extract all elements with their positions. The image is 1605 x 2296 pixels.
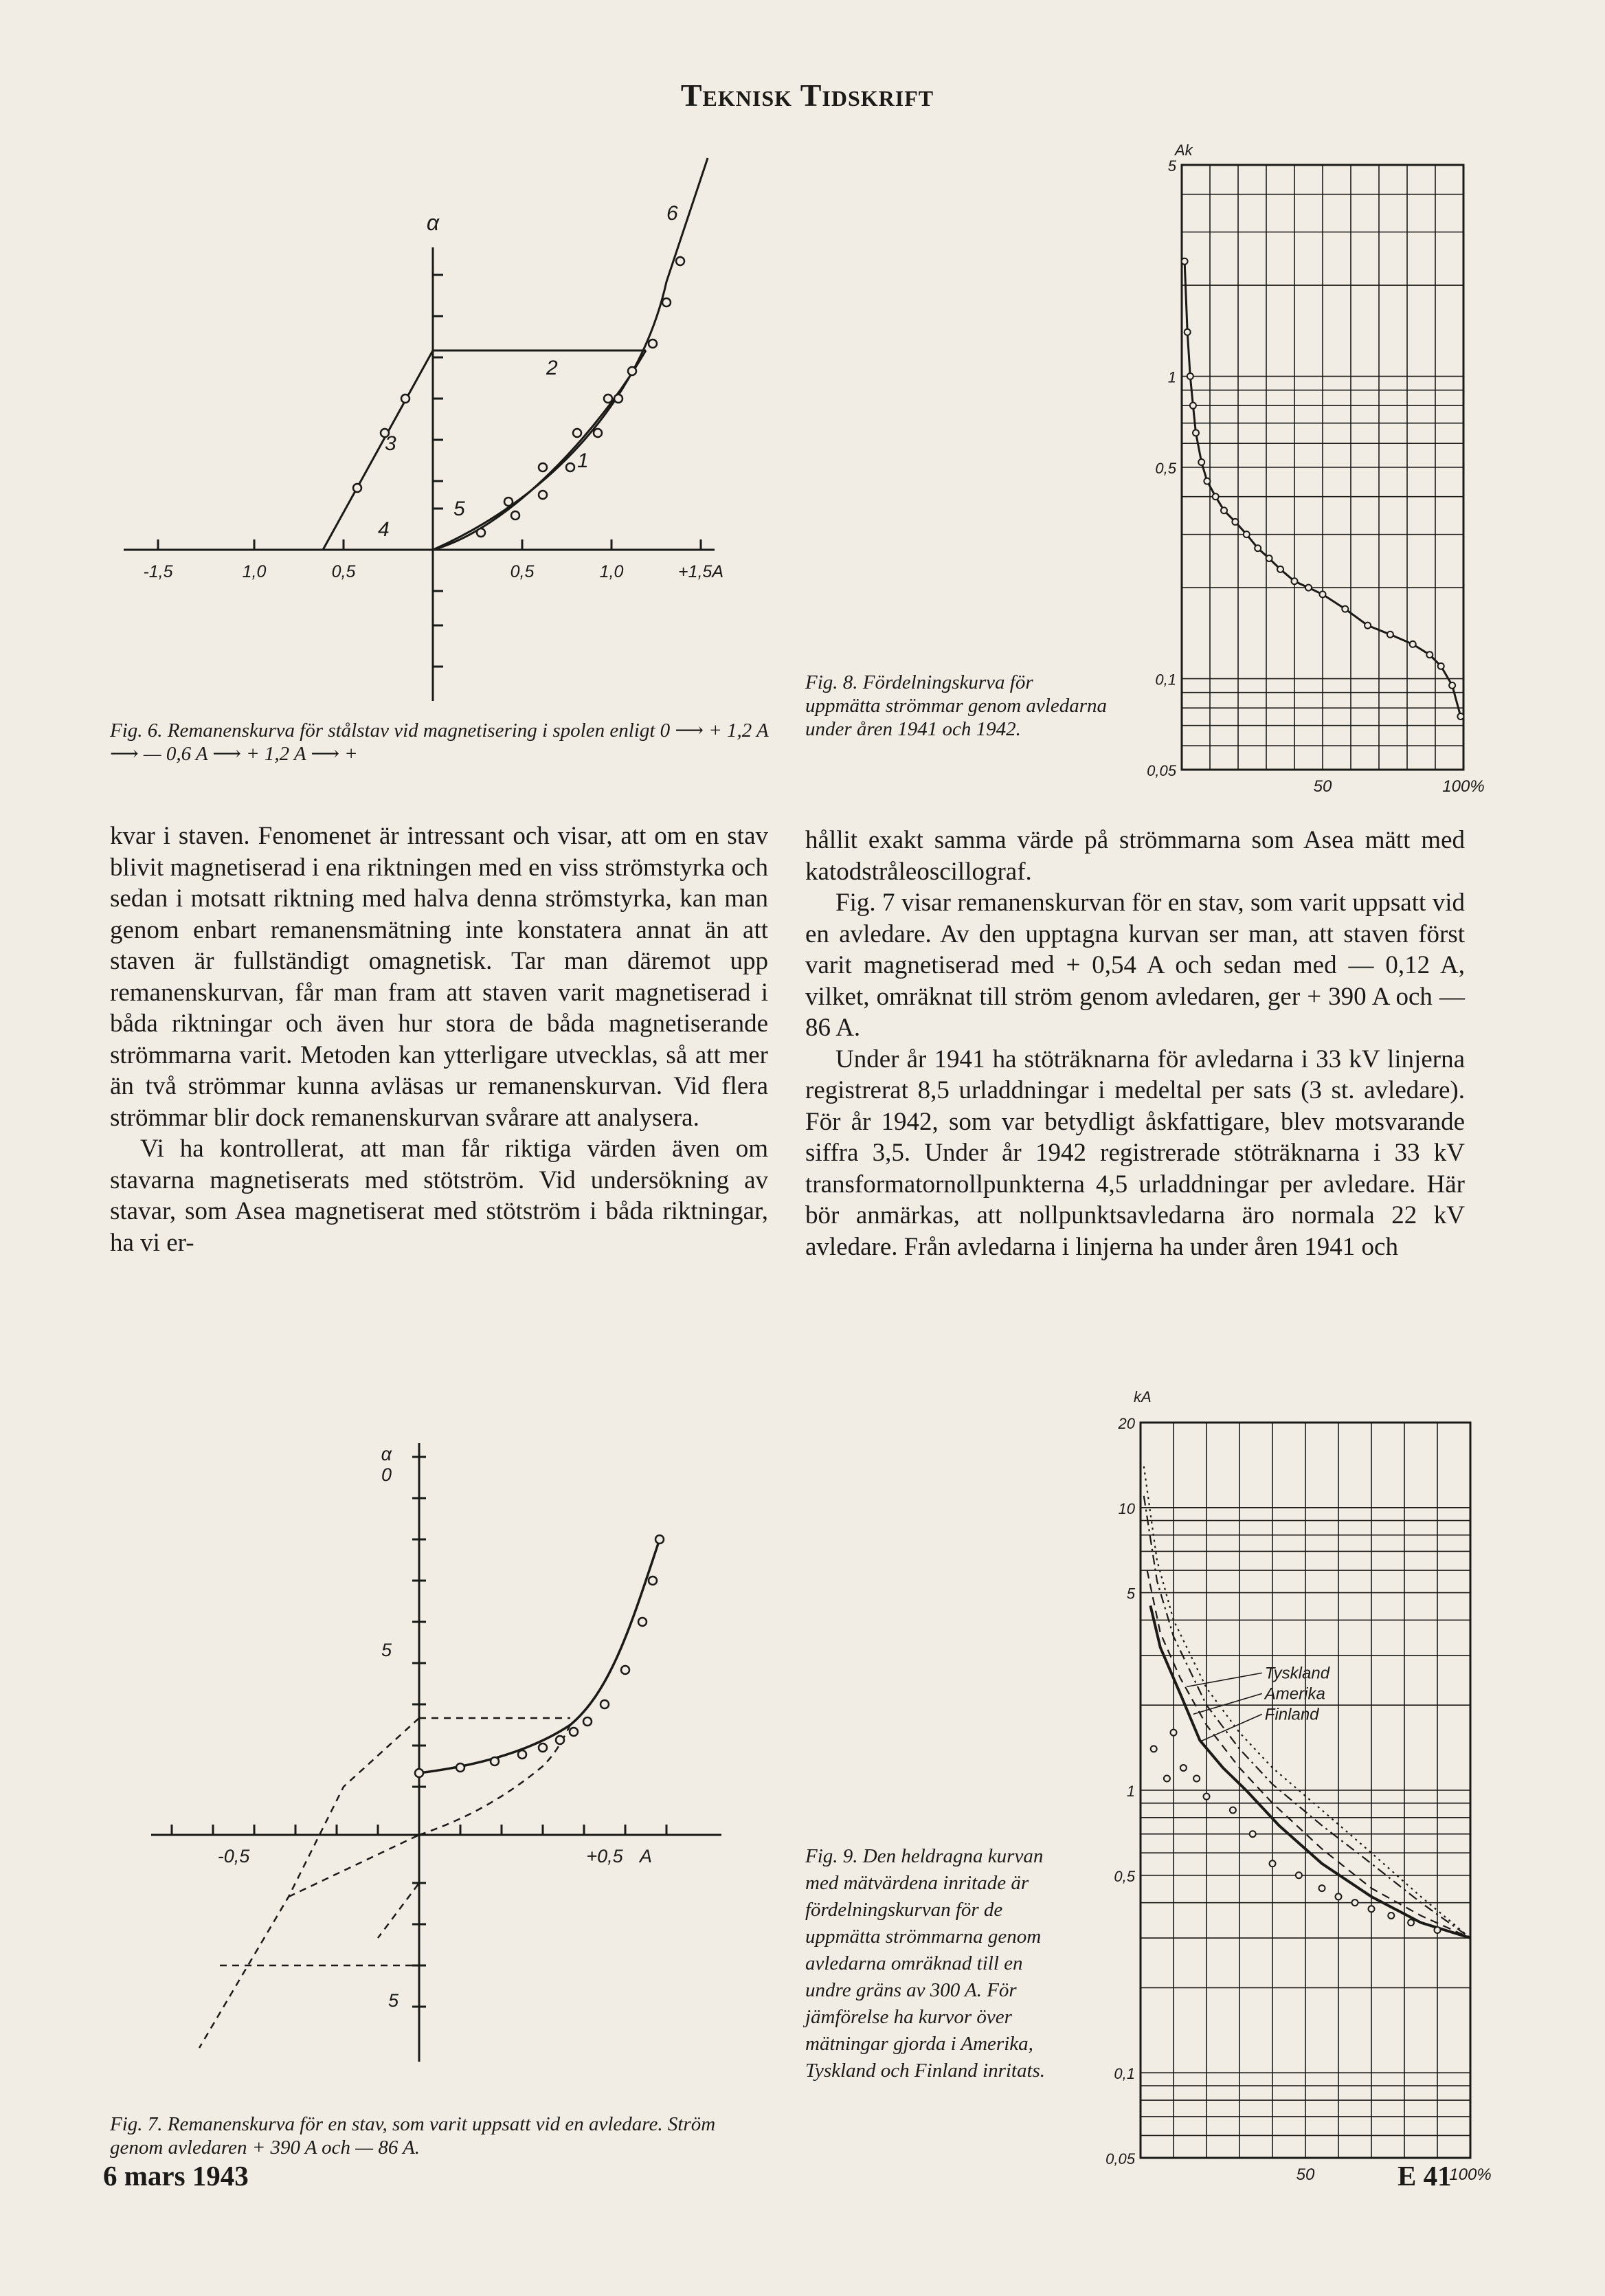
fig8-point: [1266, 555, 1272, 561]
fig8-grid: [1182, 165, 1463, 770]
fig8-y-tick: 0,1: [1155, 671, 1176, 689]
left-column-text: [110, 821, 768, 1258]
fig7-x-tick: +0,5: [586, 1846, 623, 1866]
fig7-x-tick: A: [639, 1846, 653, 1866]
fig9-legend-label: Tyskland: [1264, 1664, 1330, 1683]
fig8-point: [1204, 478, 1210, 484]
fig8-point: [1457, 713, 1463, 720]
fig7-y-tick: 0: [381, 1464, 392, 1485]
fig8-point: [1198, 459, 1204, 465]
fig6-caption-label: Fig. 6.: [110, 720, 163, 742]
fig9-legend-leader: [1193, 1693, 1262, 1714]
fig6-point-label: 5: [453, 498, 465, 520]
fig8-point: [1190, 403, 1196, 409]
fig8-point: [1244, 531, 1250, 537]
fig8-point: [1182, 258, 1188, 265]
fig9-point: [1319, 1885, 1325, 1891]
fig8-point: [1305, 585, 1312, 591]
fig8-y-unit: Ak: [1175, 142, 1193, 159]
fig8-point: [1387, 632, 1393, 638]
fig7-caption-label: Fig. 7.: [110, 2113, 163, 2135]
fig8-point: [1193, 430, 1199, 436]
fig9-point: [1336, 1893, 1342, 1899]
fig7-y-label: α: [381, 1444, 392, 1464]
fig8-point: [1438, 663, 1444, 669]
fig6-point-label: 3: [385, 432, 396, 455]
fig7-caption-text: Remanenskurva för en stav, som varit uppsatt vid en avledare. Ström genom avledaren + 390 A och — 86 A.: [110, 2113, 716, 2159]
fig9-caption-text: Den heldragna kurvan med mätvärdena inritade är fördelningskurvan för de uppmätta strömmarna genom avledarna omräknad till en undre gräns av 300 A. För jämförelse ha kurvor över mätningar gjorda i Amerika, Tyskland och Finland inritats.: [805, 1845, 1046, 2082]
right-column-text: [805, 825, 1465, 1262]
fig8-point: [1342, 606, 1348, 612]
fig7-x-tick: -0,5: [217, 1846, 250, 1866]
fig6-x-tick: 0,5: [331, 562, 356, 581]
fig8-x-tick: 50: [1313, 777, 1332, 796]
fig8-y-tick: 0,05: [1147, 762, 1176, 779]
fig6-ticks: [158, 275, 701, 667]
fig9-caption: [805, 1843, 1066, 2084]
fig9-point: [1388, 1913, 1394, 1919]
fig9-point: [1204, 1794, 1210, 1800]
right-paragraph: Fig. 7 visar remanenskurvan för en stav, som varit uppsatt vid en avledare. Av den upptagna kurvan ser man, att staven först varit magnetiserad med + 0,54 A och sedan med — 0,12 A, vilket, omräknat till ström genom avledaren, ger + 390 A och — 86 A.: [805, 889, 1465, 1042]
fig6-x-tick: +1,5A: [677, 562, 724, 581]
fig9-grid: [1141, 1423, 1470, 2158]
fig8-point: [1292, 578, 1298, 584]
fig9-point: [1193, 1775, 1200, 1781]
fig8-point: [1365, 623, 1371, 629]
right-paragraph: Under år 1941 ha stöträknarna för avledarna i 33 kV linjerna registrerat 8,5 urladdningar i medeltal per sats (3 st. avledare). För år 1942, som var betydligt åskfattigare, blev motsvarande siffra 3,5. Under år 1942 registrerade stöträknarna i 33 kV transformatornollpunkterna 4,5 urladdningar per avledare. Här bör anmärkas, att nollpunktsavledarna äro normala 22 kV avledare. Från avledarna i linjerna ha under åren 1941 och: [805, 1045, 1465, 1261]
journal-header: Teknisk Tidskrift: [680, 78, 934, 113]
fig7-y-tick: 5: [381, 1640, 392, 1660]
fig8-point: [1320, 591, 1326, 597]
fig8-point: [1232, 519, 1238, 525]
fig7-dashed: [199, 1718, 570, 2048]
fig8-point: [1410, 641, 1416, 647]
fig8-y-tick: 1: [1167, 368, 1176, 386]
fig6-x-tick: 1,0: [599, 562, 624, 581]
fig9-caption-label: Fig. 9.: [805, 1845, 858, 1867]
fig8-point: [1185, 329, 1191, 335]
fig9-y-tick: 10: [1118, 1500, 1135, 1517]
fig6-point-label: 4: [378, 518, 390, 541]
fig9-x-tick: 100%: [1449, 2165, 1492, 2184]
fig8-caption: [805, 671, 1108, 741]
fig9-point: [1164, 1775, 1170, 1781]
fig6-diagram: [96, 144, 756, 715]
fig9-y-tick: 0,1: [1114, 2065, 1135, 2083]
fig8-caption-label: Fig. 8.: [805, 671, 858, 693]
fig8-chart: [1141, 137, 1485, 796]
fig9-legend-label: Amerika: [1264, 1684, 1325, 1704]
fig7-diagram: [131, 1429, 749, 2062]
fig8-caption-text: Fördelningskurva för uppmätta strömmar genom avledarna under åren 1941 och 1942.: [805, 671, 1108, 740]
fig6-markers: [353, 257, 684, 537]
fig9-point: [1435, 1927, 1441, 1933]
fig9-y-tick: 5: [1126, 1585, 1135, 1603]
fig7-caption: [110, 2113, 770, 2159]
fig8-point: [1187, 373, 1193, 379]
fig9-legend-leader: [1187, 1673, 1262, 1686]
fig8-point: [1449, 682, 1455, 689]
fig9-point: [1352, 1899, 1358, 1906]
fig9-x-tick: 50: [1296, 2165, 1315, 2184]
fig6-y-label: α: [426, 210, 440, 235]
fig8-x-tick: 100%: [1442, 777, 1485, 796]
footer-page-number: E 41: [1398, 2160, 1452, 2192]
fig8-point: [1277, 566, 1283, 572]
fig6-caption-text: Remanenskurva för stålstav vid magnetisering i spolen enligt 0 ⟶ + 1,2 A ⟶ — 0,6 A ⟶ + 1,2 A ⟶ +: [110, 720, 769, 765]
fig9-y-tick: 20: [1118, 1415, 1135, 1432]
fig6-point-label: 1: [577, 449, 589, 472]
fig9-point: [1270, 1860, 1276, 1866]
fig9-point: [1250, 1831, 1256, 1837]
left-paragraph: kvar i staven. Fenomenet är intressant och visar, att om en stav blivit magnetiserad i ena riktningen med en viss strömstyrka och sedan i motsatt riktning med halva denna strömstyrka, kan man genom enbart remanensmätning inte konstatera annat än att staven är fullständigt omagnetisk. Tar man däremot upp remanenskurvan, får man fram att staven varit magnetiserad i båda riktningar och även hur stora de båda magnetiserande strömmarna varit. Metoden kan ytterligare utvecklas, så att mer än två strömmar kunna avläsas ur remanenskurvan. Vid flera strömmar blir dock remanenskurvan svårare att analysera.: [110, 822, 768, 1132]
fig6-point-label: 2: [546, 357, 558, 379]
fig7-curve: [419, 1539, 660, 1773]
fig8-point: [1221, 507, 1227, 513]
fig6-branch-2: [323, 350, 646, 550]
fig9-y-unit: kA: [1134, 1388, 1152, 1405]
fig9-point: [1296, 1872, 1302, 1878]
fig9-point: [1180, 1765, 1187, 1771]
fig6-caption: [110, 719, 776, 766]
fig9-y-tick: 1: [1126, 1783, 1135, 1800]
fig8-point: [1255, 545, 1261, 551]
fig6-point-label: 6: [666, 202, 678, 225]
fig8-y-tick: 5: [1167, 157, 1176, 175]
right-paragraph: hållit exakt samma värde på strömmarna som Asea mätt med katodstråleoscillograf.: [805, 826, 1465, 886]
fig8-y-tick: 0,5: [1155, 460, 1176, 477]
fig9-y-tick: 0,05: [1105, 2150, 1135, 2167]
fig6-x-tick: 0,5: [510, 562, 535, 581]
fig9-point: [1171, 1730, 1177, 1736]
fig8-point: [1426, 651, 1433, 658]
fig9-legend-label: Finland: [1264, 1705, 1319, 1724]
fig9-y-tick: 0,5: [1114, 1867, 1135, 1885]
fig8-point: [1213, 493, 1219, 500]
fig6-x-tick: -1,5: [143, 562, 173, 581]
fig9-point: [1151, 1746, 1157, 1752]
fig9-series-line: [1147, 1570, 1470, 1938]
fig9-point: [1369, 1906, 1375, 1912]
fig9-chart: [1099, 1374, 1492, 2185]
fig9-point: [1408, 1919, 1414, 1926]
fig9-point: [1230, 1807, 1236, 1814]
fig7-y-tick: 5: [388, 1990, 399, 2011]
footer-date: 6 mars 1943: [103, 2160, 249, 2192]
fig6-x-tick: 1,0: [242, 562, 267, 581]
left-paragraph: Vi ha kontrollerat, att man får riktiga värden även om stavarna magnetiserats med stötström. Vid undersökning av stavar, som Asea magnetiserat med stötström i båda riktningar, ha vi er-: [110, 1135, 768, 1257]
